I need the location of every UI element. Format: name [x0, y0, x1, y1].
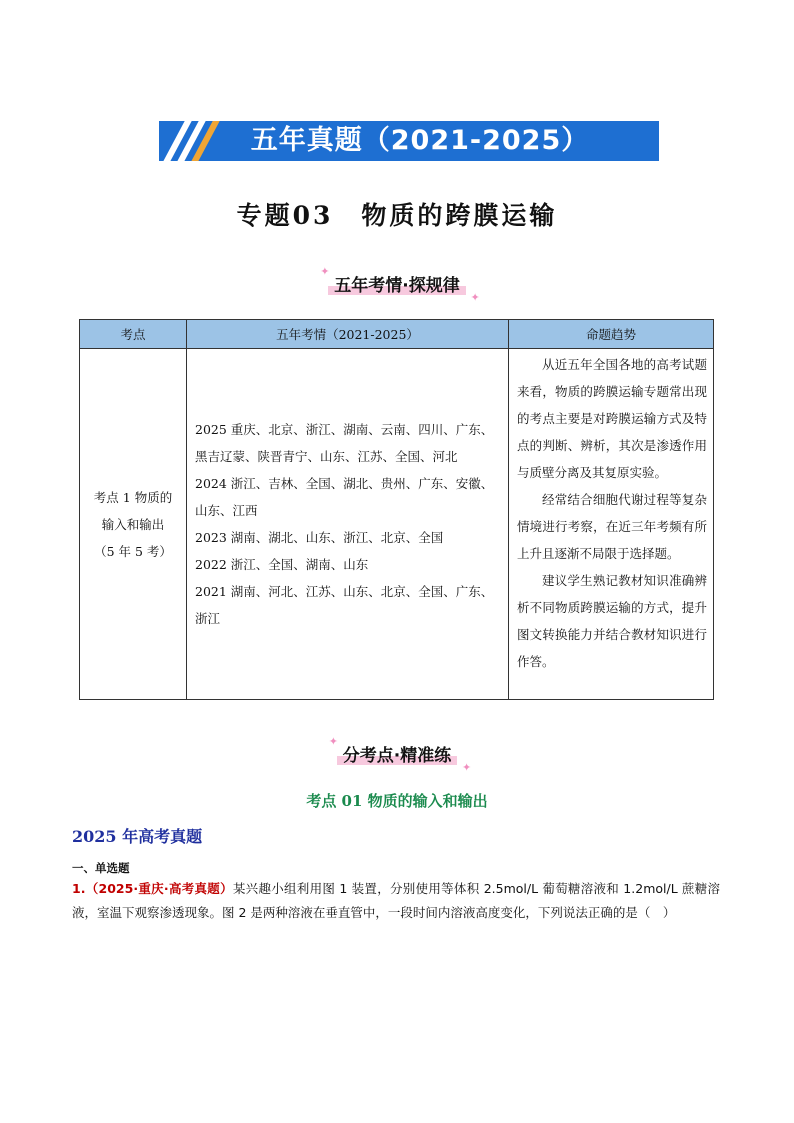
year-entry: 2024 浙江、吉林、全国、湖北、贵州、广东、安徽、山东、江西 — [195, 476, 494, 518]
year-section-title: 2025 年高考真题 — [72, 827, 203, 846]
section-heading-text: 五年考情·探规律 — [334, 276, 460, 296]
year-entry: 2021 湖南、河北、江苏、山东、北京、全国、广东、浙江 — [195, 584, 494, 626]
years-cell — [187, 349, 509, 700]
question-block — [72, 877, 720, 925]
table-row — [80, 349, 714, 700]
trend-paragraph: 经常结合细胞代谢过程等复杂情境进行考察，在近三年考频有所上升且逐渐不局限于选择题。 — [517, 492, 707, 561]
trend-paragraph: 从近五年全国各地的高考试题来看，物质的跨膜运输专题常出现的考点主要是对跨膜运输方式及特点的判断、辨析，其次是渗透作用与质壁分离及其复原实验。 — [517, 357, 707, 480]
sparkle-icon: ✦ — [462, 761, 472, 774]
sparkle-icon: ✦ — [320, 265, 330, 278]
title-banner — [159, 121, 659, 161]
question-number: 1. — [72, 881, 86, 896]
sparkle-icon: ✦ — [470, 291, 480, 304]
col-header-years: 五年考情（2021-2025） — [187, 320, 509, 349]
section-heading-trends — [0, 265, 794, 304]
year-entry: 2022 浙江、全国、湖南、山东 — [195, 557, 369, 572]
section-heading-text: 分考点·精准练 — [342, 746, 452, 766]
topic-title: 专题03 物质的跨膜运输 — [236, 201, 558, 230]
col-header-point: 考点 — [80, 320, 187, 349]
year-entry: 2023 湖南、湖北、山东、浙江、北京、全国 — [195, 530, 444, 545]
point-line: 输入和输出 — [101, 516, 165, 532]
trend-cell — [509, 349, 714, 700]
sparkle-icon: ✦ — [328, 735, 338, 748]
question-text: 某兴趣小组利用图 1 装置，分别使用等体积 2.5mol/L 葡萄糖溶液和 1.2mol/L 蔗糖溶液，室温下观察渗透现象。图 2 是两种溶液在垂直管中，一段时间内溶液高度变化，下列说法正确的是（ ） — [72, 881, 720, 920]
exam-point-title: 考点 01 物质的输入和输出 — [306, 792, 488, 810]
question-type-label: 一、单选题 — [72, 861, 130, 875]
table-header-row — [80, 320, 714, 349]
banner-title: 五年真题（2021-2025） — [250, 125, 590, 156]
point-cell — [80, 349, 187, 700]
col-header-trend: 命题趋势 — [509, 320, 714, 349]
question-source: （2025·重庆·高考真题） — [85, 881, 233, 896]
section-heading-practice — [0, 735, 794, 774]
exam-analysis-table — [79, 319, 714, 700]
point-line: 考点 1 物质的 — [93, 489, 173, 505]
trend-paragraph: 建议学生熟记教材知识准确辨析不同物质跨膜运输的方式，提升图文转换能力并结合教材知识进行作答。 — [517, 573, 707, 669]
year-entry: 2025 重庆、北京、浙江、湖南、云南、四川、广东、黑吉辽蒙、陕晋青宁、山东、江苏、全国、河北 — [195, 422, 494, 464]
point-line: （5 年 5 考） — [94, 543, 172, 559]
